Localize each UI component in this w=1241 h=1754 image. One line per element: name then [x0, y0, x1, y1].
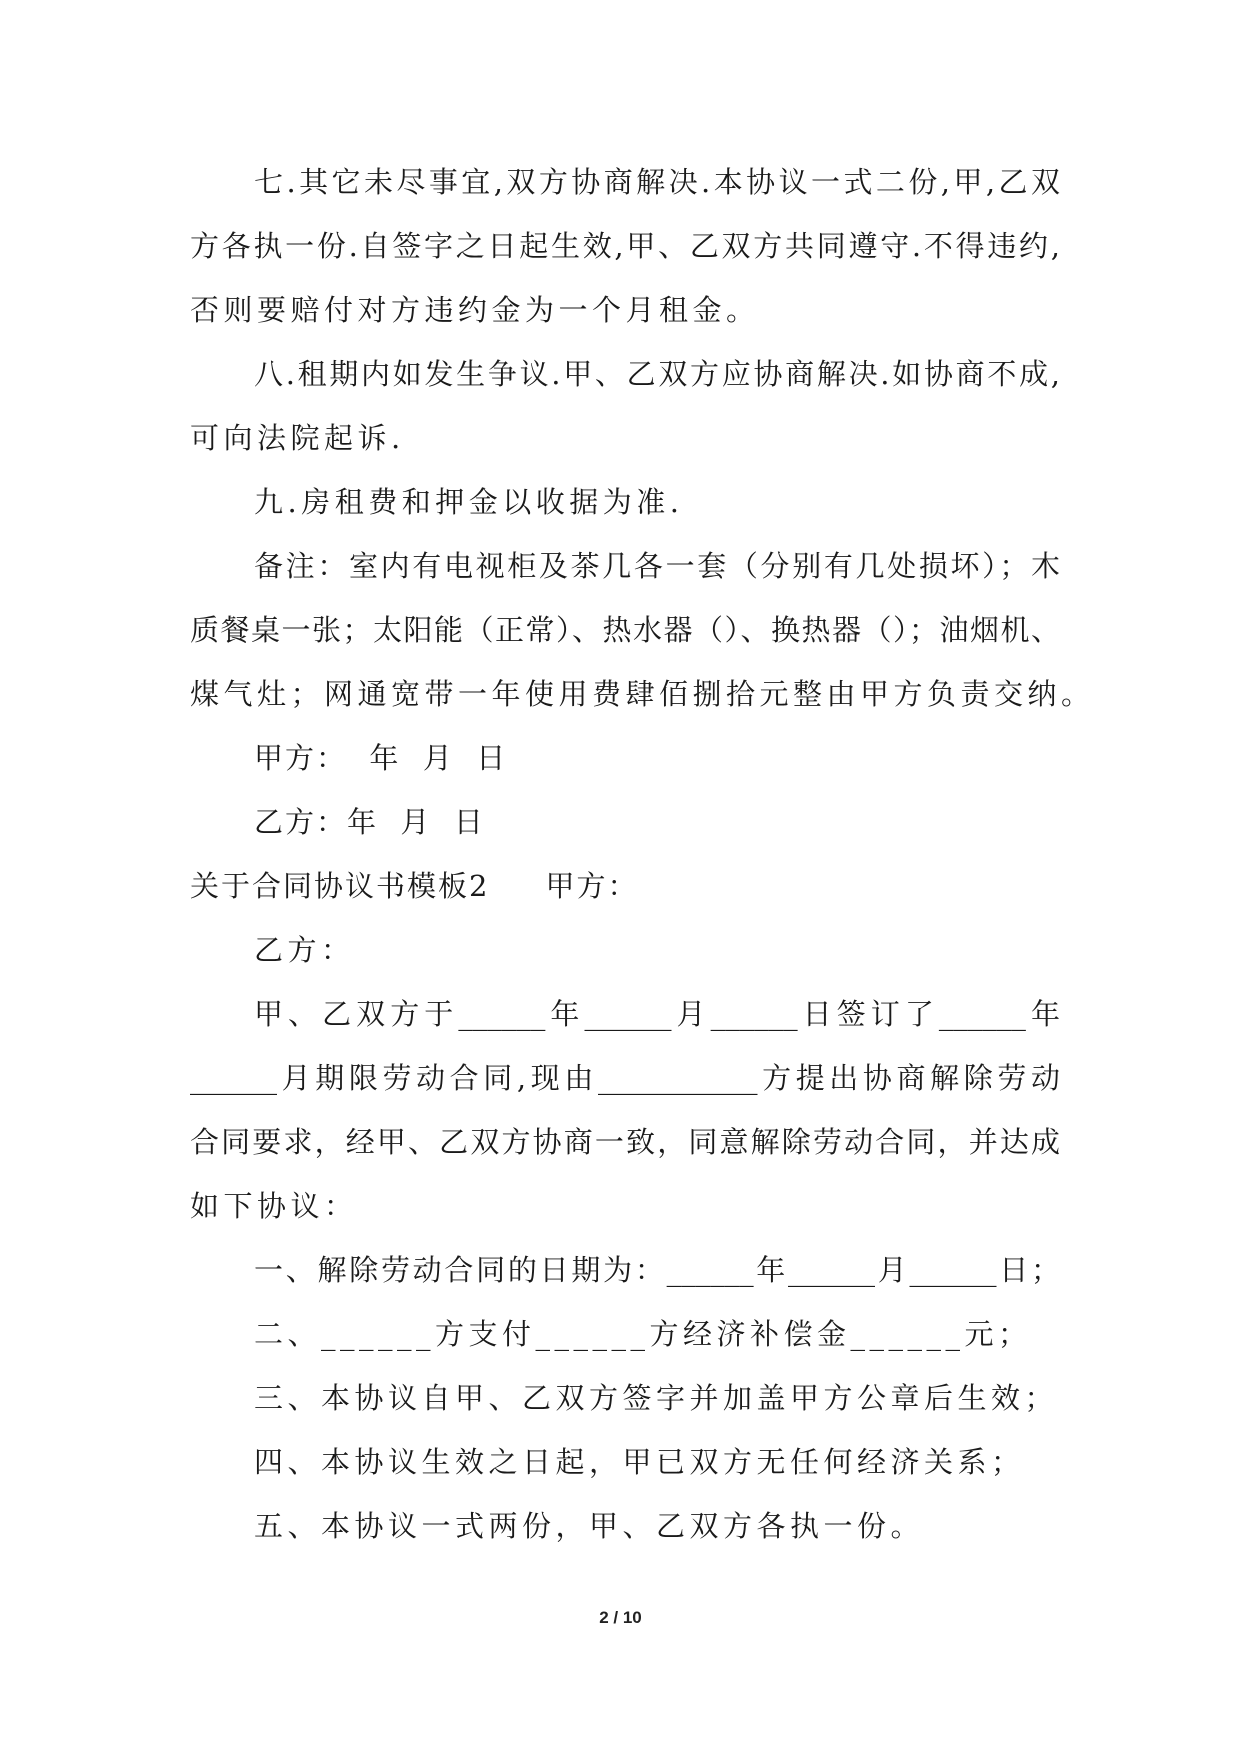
- paragraph-intro: [190, 982, 1060, 1238]
- text-line: 九.房租费和押金以收据为准.: [254, 485, 684, 519]
- signature-party-b: 乙方：年 月 日: [254, 805, 485, 839]
- text-line: 甲、乙双方于______年______月______日签订了______年: [254, 997, 1060, 1031]
- list-item: 一、解除劳动合同的日期为：______年______月______日；: [254, 1253, 1060, 1287]
- paragraph-clause-8: [190, 342, 1060, 470]
- paragraph-remarks: [190, 534, 1095, 726]
- text-line: 合同要求，经甲、乙双方协商一致，同意解除劳动合同，并达成: [190, 1125, 1060, 1159]
- section-heading: [190, 854, 1060, 918]
- text-line: 备注：室内有电视柜及茶几各一套（分别有几处损坏）；木: [254, 549, 1060, 583]
- paragraph-clause-9: [190, 470, 1060, 534]
- text-line: ______月期限劳动合同,现由___________方提出协商解除劳动: [190, 1061, 1060, 1095]
- paragraph-clause-7: [190, 150, 1060, 342]
- text-line: 七.其它未尽事宜,双方协商解决.本协议一式二份,甲,乙双: [254, 165, 1060, 199]
- list-item: 三、本协议自甲、乙双方签字并加盖甲方公章后生效；: [254, 1381, 1059, 1415]
- text-line: 如下协议：: [190, 1189, 358, 1223]
- text-line: 否则要赔付对方违约金为一个月租金。: [190, 293, 760, 327]
- list-item: 四、本协议生效之日起，甲已双方无任何经济关系；: [254, 1445, 1025, 1479]
- party-a-label: 甲方：: [545, 869, 639, 903]
- list-item: 五、本协议一式两份，甲、乙双方各执一份。: [254, 1509, 925, 1543]
- text-line: 方各执一份.自签字之日起生效,甲、乙双方共同遵守.不得违约,: [190, 229, 1060, 263]
- text-line: 可向法院起诉.: [190, 421, 405, 455]
- text-line: 煤气灶；网通宽带一年使用费肆佰捌拾元整由甲方负责交纳。: [190, 677, 1095, 711]
- text-line: 质餐桌一张；太阳能（正常）、热水器（）、换热器（）；油烟机、: [190, 613, 1060, 647]
- text-line: 八.租期内如发生争议.甲、乙双方应协商解决.如协商不成,: [254, 357, 1060, 391]
- page-number: 2 / 10: [599, 1608, 642, 1627]
- signature-party-a: 甲方： 年 月 日: [254, 741, 508, 775]
- party-b-label: 乙方：: [254, 933, 355, 967]
- document-body: [190, 150, 1095, 1558]
- list-item: 二、______方支付______方经济补偿金______元；: [254, 1317, 1032, 1351]
- section-title: 关于合同协议书模板2: [190, 869, 490, 903]
- agreement-items: [190, 1238, 1060, 1558]
